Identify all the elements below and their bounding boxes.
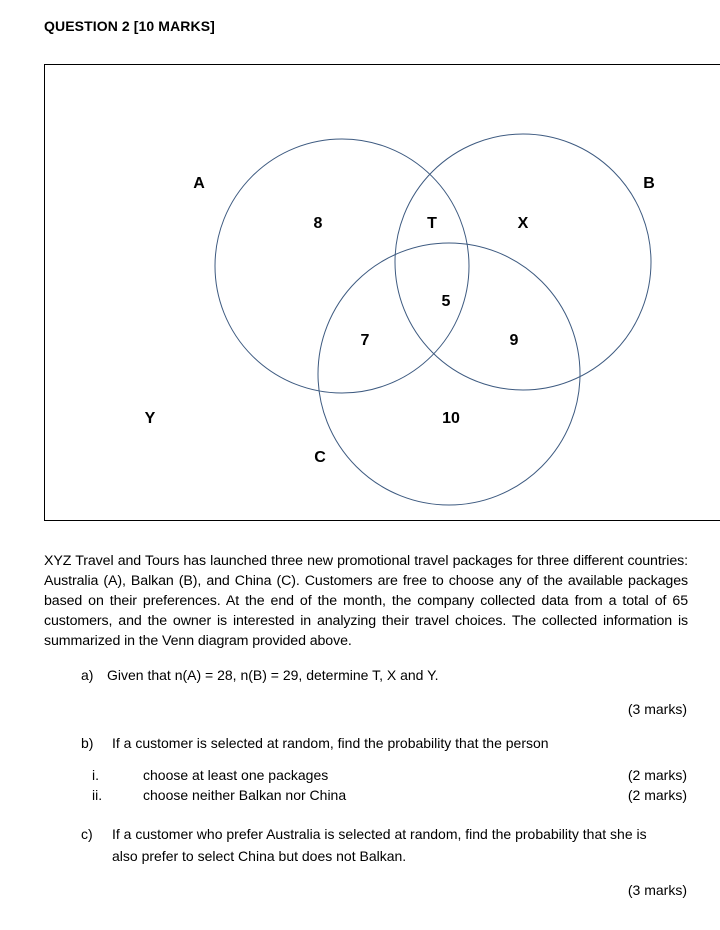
region-b-c-only: 9 (509, 332, 519, 349)
region-a-only: 8 (313, 215, 323, 232)
set-a-label: A (193, 175, 205, 192)
region-a-b-only: T (427, 215, 437, 232)
universe-label: Y (144, 410, 156, 427)
set-a-circle (215, 139, 469, 393)
question-a-marks: (3 marks) (627, 701, 687, 717)
question-b-ii-text: choose neither Balkan nor China (143, 787, 347, 803)
region-a-b-c: 5 (441, 293, 451, 310)
question-b-label: b) (81, 735, 94, 751)
question-c-line1: If a customer who prefer Australia is selected at random, find the probability that she is (112, 826, 647, 842)
question-b-text: If a customer is selected at random, find the probability that the person (112, 735, 549, 751)
region-a-c-only: 7 (360, 332, 370, 349)
region-c-only: 10 (442, 410, 460, 427)
question-a-label: a) (81, 667, 94, 683)
question-c-marks: (3 marks) (627, 882, 687, 898)
question-heading: QUESTION 2 [10 MARKS] (44, 18, 215, 34)
set-b-label: B (643, 175, 655, 192)
question-b-i-label: i. (92, 767, 99, 783)
problem-description: XYZ Travel and Tours has launched three new promotional travel packages for three different countries: Australia (A), Balkan (B), and China (C). Customers are free to choose any of the available packages based on their preferences. At the end of the month, the company collected data from a total of 65 customers, and the owner is interested in analyzing their travel choices. The collected information is summarized in the Venn diagram provided above. (44, 553, 688, 649)
question-b-ii-marks: (2 marks) (627, 787, 687, 803)
question-b-i-marks: (2 marks) (627, 767, 687, 783)
set-c-label: C (314, 449, 326, 466)
question-a-text: Given that n(A) = 28, n(B) = 29, determine T, X and Y. (107, 667, 439, 683)
question-c-line2: also prefer to select China but does not Balkan. (112, 848, 407, 864)
question-b-ii-label: ii. (92, 787, 103, 803)
question-b-i-text: choose at least one packages (143, 767, 329, 783)
set-c-circle (318, 243, 580, 505)
question-c-label: c) (81, 826, 93, 842)
region-b-only: X (517, 215, 529, 232)
set-b-circle (395, 134, 651, 390)
